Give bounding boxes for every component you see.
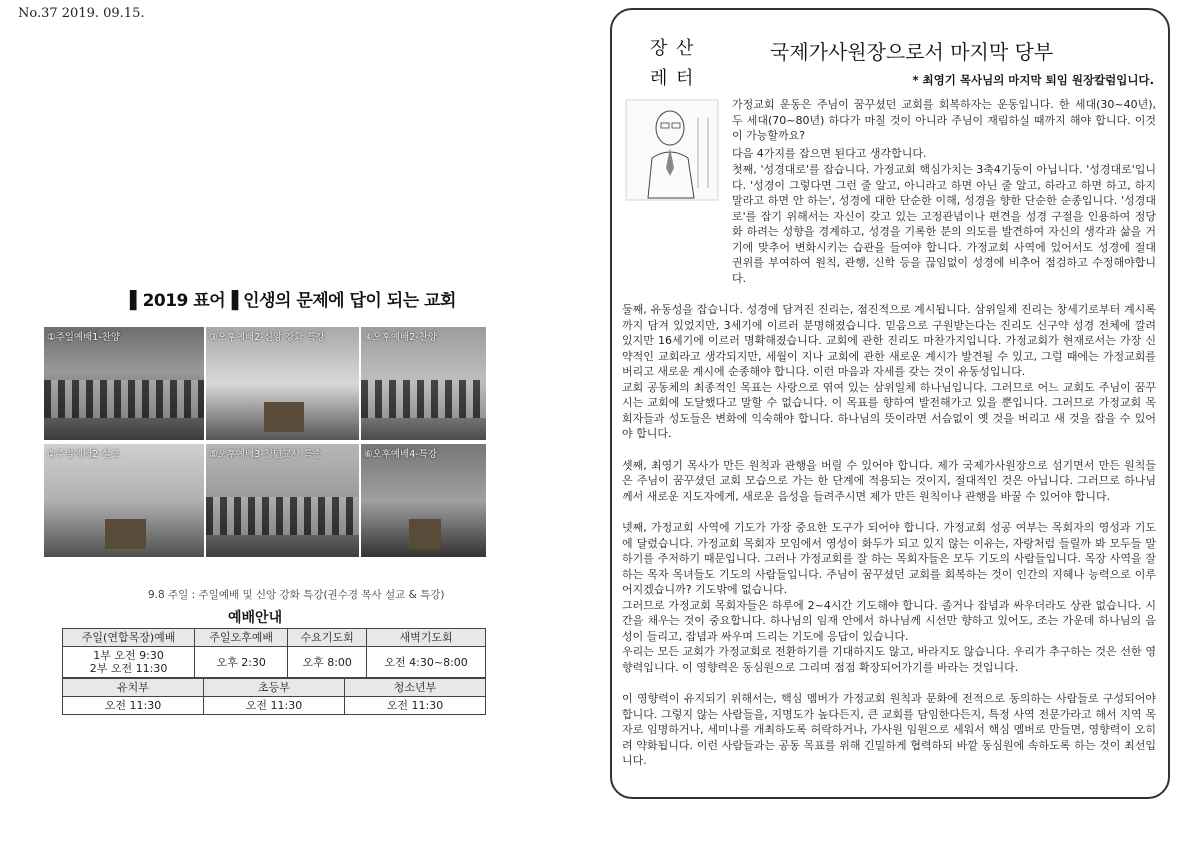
column-title: 국제가사원장으로서 마지막 당부 — [770, 40, 1054, 64]
photo-caption: ①주일예배1-찬양 — [47, 332, 121, 343]
photo-figures — [361, 380, 486, 418]
photo-summary-caption: 9.8 주일 : 주일예배 및 신앙 강화 특강(권수경 목사 설교 & 특강) — [148, 589, 445, 601]
service-time: 오전 4:30~8:00 — [367, 647, 486, 678]
school-time: 오전 11:30 — [345, 697, 486, 715]
service-time: 오후 8:00 — [288, 647, 367, 678]
photo-caption: ④오후예배2-찬양 — [364, 332, 438, 343]
motto-title: ▌2019 표어▐ 인생의 문제에 답이 되는 교회 — [130, 291, 456, 311]
photo-caption: ⑤오후예배3-청년교사 특송 — [209, 449, 322, 460]
photo-figures — [206, 497, 359, 535]
column-tag-char: 산 — [676, 38, 694, 59]
photo-lecture — [206, 327, 359, 440]
school-table — [62, 678, 486, 715]
school-header: 초등부 — [204, 679, 345, 697]
photo-podium — [264, 402, 304, 432]
service-table — [62, 628, 486, 678]
school-time: 오전 11:30 — [63, 697, 204, 715]
issue-number: No.37 2019. 09.15. — [18, 6, 145, 21]
service-header: 주일오후예배 — [195, 629, 288, 647]
photo-caption: ⑥오후예배4-특강 — [364, 449, 438, 460]
column-subtitle: * 최영기 목사님의 마지막 퇴임 원장칼럼입니다. — [912, 73, 1154, 87]
photo-podium — [409, 519, 442, 549]
photo-podium — [105, 519, 147, 549]
photo-caption: ②주일예배2-설교 — [47, 449, 121, 460]
photo-youth-choir — [206, 444, 359, 557]
service-time: 오후 2:30 — [195, 647, 288, 678]
column-tag-char: 레 — [650, 68, 668, 89]
column-paragraph: 다음 4가지를 잡으면 된다고 생각합니다. — [732, 147, 927, 160]
service-header: 새벽기도회 — [367, 629, 486, 647]
column-body: 첫째, '성경대로'를 잡습니다. 가정교회 핵심가치는 3축4기둥이 아닙니다. '성경대로'입니다. '성경이 그렇다면 그런 줄 알고, 아니라고 하면 아닌 줄 알고, 하라고 하면 하고, 하지 말라고 하면 안 하는', 성경에 대한 단순한 이해, 성경을 향한 단순한 순종입니다. '성경대로'를 잡기 위해서는 자신이 갖고 있는 고정관념이나 편견을 성경 구절을 인용하여 정당화 하려는 성향을 경계하고, 성경을 기록한 분의 의도를 발견하여 자신의 생각과 삶을 거기에 맞추어 변화시키는 습관을 들여야 합니다. 가정교회 사역에 있어서도 성경에 절대 권위를 부여하여 원칙, 관행, 신학 등을 끊임없이 성경에 비추어 점검하고 수정해야합니다. 둘째, 유동성을 잡습니다. 성경에 담겨진 진리는, 점진적으로 계시됩니다. 삼위일체 진리는 창세기로부터 계시록까지 담겨 있었지만, 3세기에 이르러 분명해졌습니다. 믿음으로 구원받는다는 진리도 신구약 성경 전체에 깔려 있지만 16세기에 이르러 명확해졌습니다. 교회에 관한 진리도 마찬가지입니다. 가정교회가 현재로서는 가장 신약적인 교회라고 생각되지만, 세월이 지나 교회에 관한 새로운 계시가 발견될 수 있고, 그럴 때에는 가정교회를 버리고 새로운 계시에 순종해야 합니다. 이런 마음과 자세를 갖는 것이 유동성입니다. 교회 공동체의 최종적인 목표는 사랑으로 엮여 있는 삼위일체 하나님입니다. 그러므로 어느 교회도 주님이 꿈꾸시는 교회에 도달했다고 말할 수 없습니다. 이 목표를 향하여 발전해가고 있을 뿐입니다. 그러므로 가정교회 목회자들과 성도들은 변화에 익숙해야 합니다. 하나님의 뜻이라면 서슴없이 옛 것을 버리고 새 것을 잡을 수 있어야 합니다. 셋째, 최영기 목사가 만든 원칙과 관행을 버릴 수 있어야 합니다. 제가 국제가사원장으로 섬기면서 만든 원칙들은 주님이 꿈꾸셨던 교회 모습으로 가는 한 단계에 적용되는 것이지, 절대적인 것은 아닙니다. 그러므로 하나님께서 새로운 지도자에게, 새로운 음성을 들려주시면 제가 만든 원칙이나 관행을 바꿀 수 있어야 합니다. 넷째, 가정교회 사역에 기도가 가장 중요한 도구가 되어야 합니다. 가정교회 성공 여부는 목회자의 영성과 기도에 달렸습니다. 가정교회 목회자 모임에서 영성이 화두가 되고 있지 않는 이유는, 자랑처럼 들릴까 봐 모두들 말하기를 주저하기 때문입니다. 그러나 가정교회를 잘 하는 목회자들은 모두 기도의 사람들입니다. 목장 사역을 잘 하는 목자 목녀들도 기도의 사람들입니다. 주님이 꿈꾸셨던 교회를 회복하는 것이 인간의 지혜나 능력으로 이루어지겠습니까? 기도밖에 없습니다. 그러므로 가정교회 목회자들은 하루에 2~4시간 기도해야 합니다. 졸거나 잡념과 싸우더라도 상관 없습니다. 시간을 채우는 것이 중요합니다. 하나님의 임재 안에서 하나님께 시선만 향하고 있어도, 조는 가운데 하나님의 음성이 들리고, 잡념과 싸우며 드리는 기도에 응답이 있습니다. 우리는 모든 교회가 가정교회로 전환하기를 기대하지도 않고, 바라지도 않습니다. 우리가 추구하는 것은 선한 영향력입니다. 이 영향력은 동심원으로 그리며 점점 확장되어가기를 바라는 것입니다. 이 영향력이 유지되기 위해서는, 핵심 멤버가 가정교회 원칙과 문화에 전적으로 동의하는 사람들로 구성되어야 합니다. 그렇지 않는 사람들을, 지명도가 높다든지, 큰 교회를 담임한다든지, 특정 사역 전문가라고 해서 지역 목자로 임명하거나, 세미나를 개최하도록 허락하거나, 가사원 임원으로 세워서 핵심 멤버로 만들면, 영향력이 오히려 약화됩니다. 이런 사람들과는 공동 목표를 위해 긴밀하게 협력하되 바깥 동심원에 속하도록 하는 것이 최선입니다. — [622, 163, 1156, 767]
column-tag-char: 장 — [650, 38, 668, 59]
column-tag-char: 터 — [676, 68, 694, 89]
school-time: 오전 11:30 — [204, 697, 345, 715]
photo-caption: ③오후예배2-신앙 강화 특강 — [209, 332, 325, 343]
service-time: 1부 오전 9:30 2부 오전 11:30 — [63, 647, 195, 678]
column-paragraph: 가정교회 운동은 주님이 꿈꾸셨던 교회를 회복하자는 운동입니다. 한 세대(30~40년), 두 세대(70~80년) 하다가 마칠 것이 아니라 주님이 재림하실 때까지 해야 합니다. 이것이 가능할까요? — [732, 98, 1156, 142]
photo-figures — [44, 380, 204, 418]
photo-worship-praise — [44, 327, 204, 440]
service-guide-title: 예배안내 — [228, 610, 283, 626]
service-header: 주일(연합목장)예배 — [63, 629, 195, 647]
photo-special-lecture — [361, 444, 486, 557]
school-header: 유치부 — [63, 679, 204, 697]
school-header: 청소년부 — [345, 679, 486, 697]
photo-sermon — [44, 444, 204, 557]
service-header: 수요기도회 — [288, 629, 367, 647]
photo-afternoon-praise — [361, 327, 486, 440]
photo-grid — [44, 327, 486, 561]
